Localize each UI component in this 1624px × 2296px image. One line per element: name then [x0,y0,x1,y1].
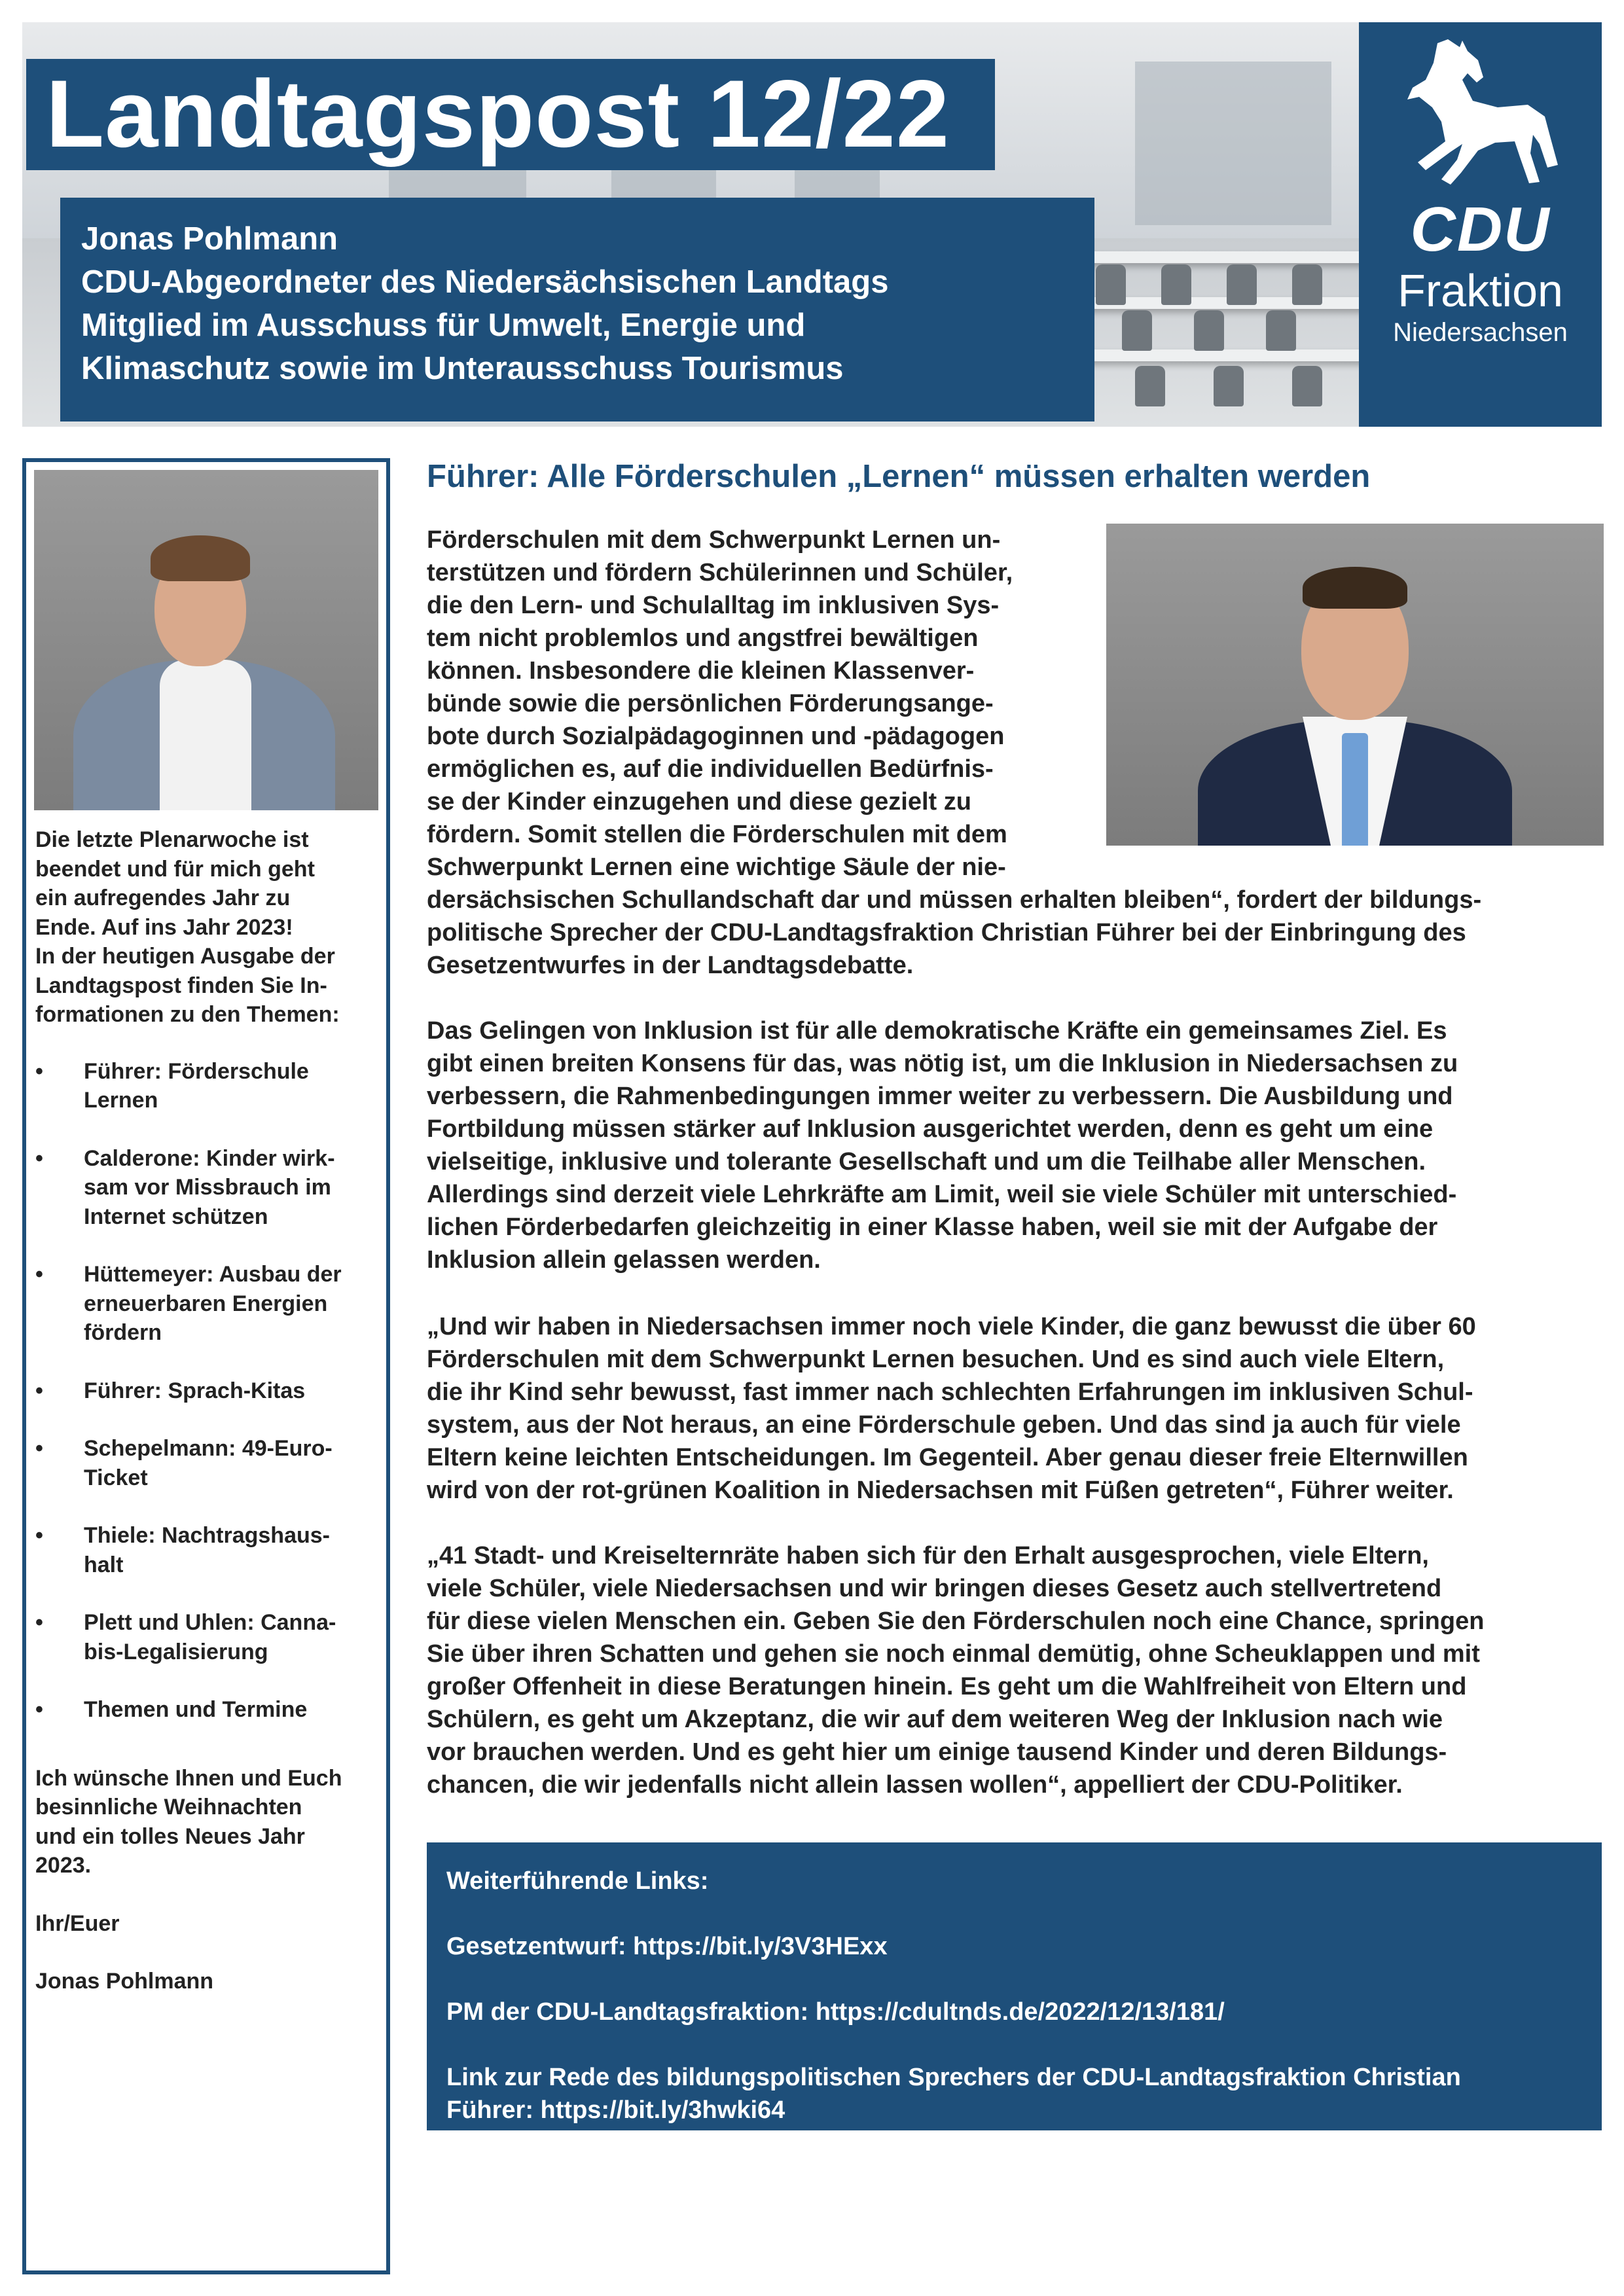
text-line: besinnliche Weihnachten [35,1795,302,1820]
text-line: dersächsischen Schullandschaft dar und müssen erhalten bleiben“, fordert der bildungs- [427,886,1482,914]
text-line: gibt einen breiten Konsens für das, was nötig ist, um die Inklusion in Niedersachsen zu [427,1050,1458,1077]
topic-line: Lernen [84,1088,158,1113]
text-line: Das Gelingen von Inklusion ist für alle demokratische Kräfte ein gemeinsames Ziel. Es [427,1017,1447,1045]
topic-line: sam vor Missbrauch im [84,1175,331,1200]
topic-item [35,1144,382,1232]
text-line: Ende. Auf ins Jahr 2023! [35,914,293,940]
text-line: Förderschulen mit dem Schwerpunkt Lernen un- [427,526,1001,554]
topic-line: • Calderone: Kinder wirk- [84,1145,335,1171]
text-line: viele Schüler, viele Niedersachsen und wir bringen dieses Gesetz auch stellvertretend [427,1575,1442,1602]
links-heading: Weiterführende Links: [446,1867,709,1895]
link-speech[interactable] [446,2061,1582,2126]
text-line: ein aufregendes Jahr zu [35,886,291,910]
topic-item [35,1608,382,1666]
topic-line: fördern [84,1320,162,1345]
text-line: fördern. Somit stellen die Förderschulen mit dem [427,821,1007,848]
topic-line: • Schepelmann: 49-Euro- [84,1436,333,1461]
article-paragraph [427,1310,1612,1507]
article-paragraph [427,524,1612,982]
text-line: „Und wir haben in Niedersachsen immer noch viele Kinder, die ganz bewusst die über 60 [427,1313,1476,1340]
text-line: können. Insbesondere die kleinen Klassenver- [427,657,975,685]
sidebar-text [35,825,382,1996]
text-line: chancen, die wir jedenfalls nicht allein lassen wollen“, appelliert der CDU-Politiker. [427,1771,1403,1799]
text-line: tem nicht problemlos und angstfrei bewältigen [427,624,979,652]
topic-item [35,1376,382,1406]
topic-line: Ticket [84,1465,148,1490]
text-line: für diese vielen Menschen ein. Geben Sie den Förderschulen noch eine Chance, springen [427,1607,1485,1635]
topic-item [35,1057,382,1115]
topic-item [35,1695,382,1725]
text-line: In der heutigen Ausgabe der [35,944,335,969]
article-headline: Führer: Alle Förderschulen „Lernen“ müssen erhalten werden [427,459,1371,494]
newsletter-title: Landtagspost 12/22 [46,60,950,167]
article-paragraph [427,1539,1612,1801]
text-line: Landtagspost finden Sie In- [35,973,327,998]
text-line: Schwerpunkt Lernen eine wichtige Säule der nie- [427,853,1006,881]
topic-line: • Themen und Termine [84,1697,308,1722]
topic-line: erneuerbaren Energien [84,1291,328,1316]
logo-region-text: Niedersachsen [1393,318,1568,347]
horse-icon [1399,37,1563,187]
sidebar-greeting [35,1764,382,1880]
text-line: verbessern, die Rahmenbedingungen immer weiter zu verbessern. Die Ausbildung und [427,1083,1453,1110]
text-line: 2023. [35,1853,92,1878]
topic-line: Internet schützen [84,1204,268,1229]
text-line: Förderschulen mit dem Schwerpunkt Lernen besuchen. Und es sind auch viele Eltern, [427,1346,1445,1373]
text-line: bünde sowie die persönlichen Förderungsange- [427,690,994,717]
newsletter-title-box [26,59,995,170]
text-line: Gesetzentwurfes in der Landtagsdebatte. [427,952,914,979]
author-role-line: Klimaschutz sowie im Unterausschuss Tourismus [81,351,844,386]
text-line: se der Kinder einzugehen und diese gezielt zu [427,788,971,816]
text-line: vor brauchen werden. Und es geht hier um einige tausend Kinder und deren Bildungs- [427,1738,1447,1766]
text-line: Allerdings sind derzeit viele Lehrkräfte am Limit, weil sie viele Schüler mit unterschied- [427,1181,1457,1208]
text-line: großer Offenheit in diese Beratungen hinein. Es geht um die Wahlfreiheit von Eltern und [427,1673,1467,1700]
cdu-fraktion-logo [1359,22,1602,427]
author-photo [34,470,378,810]
text-line: terstützen und fördern Schülerinnen und Schüler, [427,559,1013,586]
article-paragraph [427,1014,1612,1276]
topic-item [35,1260,382,1348]
text-line: wird von der rot-grünen Koalition in Niedersachsen mit Füßen getreten“, Führer weiter. [427,1477,1454,1504]
link-speech-line: Link zur Rede des bildungspolitischen Sprechers der CDU-Landtagsfraktion Christian [446,2064,1461,2091]
logo-cdu-text: CDU [1410,194,1551,264]
text-line: Eltern keine leichten Entscheidungen. Im Gegenteil. Aber genau dieser freie Elternwillen [427,1444,1468,1471]
header-banner [22,22,1602,427]
author-name: Jonas Pohlmann [81,221,338,257]
sidebar [22,458,390,2274]
text-line: Die letzte Plenarwoche ist [35,827,309,852]
text-line: vielseitige, inklusive und tolerante Gesellschaft und um die Teilhabe aller Menschen. [427,1148,1426,1175]
link-speech-line: Führer: https://bit.ly/3hwki64 [446,2096,785,2124]
link-draft-law[interactable]: Gesetzentwurf: https://bit.ly/3V3HExx [446,1933,888,1960]
text-line: Inklusion allein gelassen werden. [427,1246,821,1274]
author-role-line: Mitglied im Ausschuss für Umwelt, Energie und [81,308,806,343]
logo-fraktion-text: Fraktion [1398,265,1563,316]
author-info-box [60,198,1094,422]
sidebar-signoff: Ihr/Euer [35,1910,120,1936]
text-line: „41 Stadt- und Kreiselternräte haben sich für den Erhalt ausgesprochen, viele Eltern, [427,1542,1429,1570]
topic-line: halt [84,1552,124,1577]
text-line: Schülern, es geht um Akzeptanz, die wir auf dem weiteren Weg der Inklusion nach wie [427,1706,1443,1733]
topics-list [35,1057,382,1725]
author-role-line: CDU-Abgeordneter des Niedersächsischen Landtags [81,264,889,300]
topic-line: • Plett und Uhlen: Canna- [84,1610,336,1635]
text-line: und ein tolles Neues Jahr [35,1823,305,1849]
text-line: formationen zu den Themen: [35,1002,340,1027]
topic-line: • Hüttemeyer: Ausbau der [84,1262,342,1287]
text-line: die den Lern- und Schulalltag im inklusiven Sys- [427,592,1000,619]
text-line: system, aus der Not heraus, an eine Förderschule geben. Und das sind ja auch für viele [427,1411,1461,1439]
text-line: politische Sprecher der CDU-Landtagsfraktion Christian Führer bei der Einbringung des [427,919,1466,946]
topic-item [35,1521,382,1579]
text-line: bote durch Sozialpädagoginnen und -pädagogen [427,723,1005,750]
topic-line: • Führer: Förderschule [84,1058,309,1084]
text-line: lichen Förderbedarfen gleichzeitig in einer Klasse haben, weil sie mit der Aufgabe der [427,1213,1438,1241]
text-line: die ihr Kind sehr bewusst, fast immer nach schlechten Erfahrungen im inklusiven Schul- [427,1378,1473,1406]
text-line: Fortbildung müssen stärker auf Inklusion ausgerichtet werden, denn es geht um eine [427,1115,1434,1143]
topic-item [35,1434,382,1492]
topic-line: • Führer: Sprach-Kitas [84,1378,306,1403]
links-box [427,1842,1602,2130]
topic-line: • Thiele: Nachtragshaus- [84,1523,330,1548]
link-press-release[interactable]: PM der CDU-Landtagsfraktion: https://cdultnds.de/2022/12/13/181/ [446,1998,1225,2026]
text-line: Sie über ihren Schatten und gehen sie noch einmal demütig, ohne Scheuklappen und mit [427,1640,1480,1668]
text-line: beendet und für mich geht [35,856,315,882]
topic-line: bis-Legalisierung [84,1639,268,1664]
text-line: Ich wünsche Ihnen und Euch [35,1765,342,1791]
sidebar-signature: Jonas Pohlmann [35,1969,214,1994]
text-line: ermöglichen es, auf die individuellen Bedürfnis- [427,755,994,783]
sidebar-intro [35,825,382,1030]
